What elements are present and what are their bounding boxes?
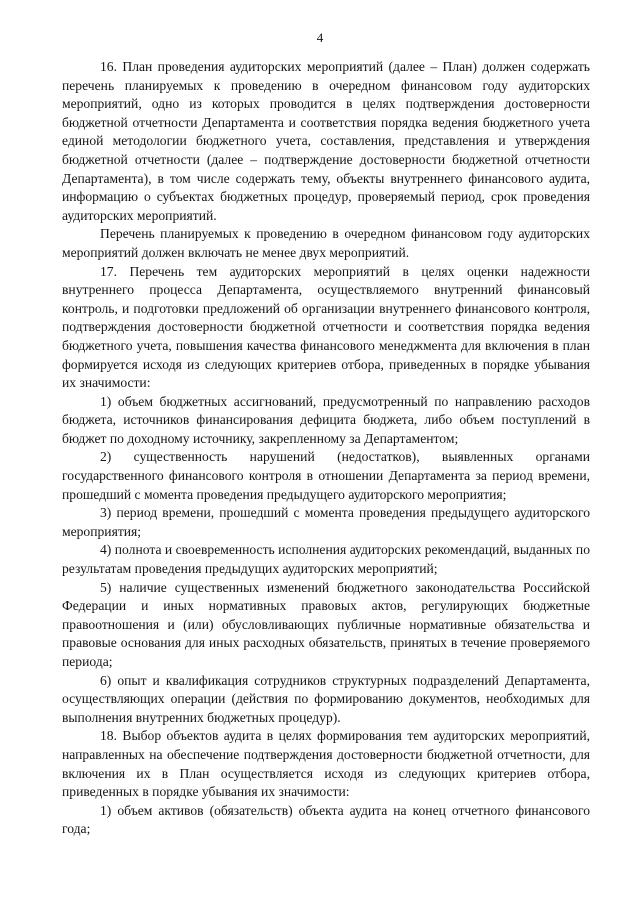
criterion-17-3: 3) период времени, прошедший с момента проведения предыдущего аудиторского мероприятия;: [62, 505, 590, 539]
criterion-17-4: 4) полнота и своевременность исполнения аудиторских рекомендаций, выданных по результатам проведения предыдущих аудиторских мероприятий;: [62, 542, 590, 577]
criterion-17-5: 5) наличие существенных изменений бюджетного законодательства Российской Федерации и иных нормативных правовых актов, регулирующих бюджетные правоотношения и (или) обусловливающих публичные нормативные обязательства и правовые основания для иных расходных обязательств, принятых в течение проверяемого периода;: [62, 579, 590, 669]
criterion-17-2: 2) существенность нарушений (недостатков), выявленных органами государственного финансового контроля в отношении Департамента за период времени, прошедший с момента проведения предыдущего аудиторского мероприятия;: [62, 449, 590, 502]
document-body: [62, 58, 590, 839]
paragraph-18-object-selection: 18. Выбор объектов аудита в целях формирования тем аудиторских мероприятий, направленных на обеспечение подтверждения достоверности бюджетной отчетности, для включения их в План осуществляется исходя из следующих критериев отбора, приведенных в порядке убывания их значимости:: [62, 728, 590, 800]
paragraph-minimum-events: Перечень планируемых к проведению в очередном финансовом году аудиторских мероприятий должен включать не менее двух мероприятий.: [62, 226, 590, 260]
page-number: 4: [316, 30, 324, 45]
criterion-18-1: 1) объем активов (обязательств) объекта аудита на конец отчетного финансового года;: [62, 802, 590, 837]
criterion-17-6: 6) опыт и квалификация сотрудников структурных подразделений Департамента, осуществляющих операции (действия по формированию документов, необходимых для выполнения внутренних бюджетных процедур).: [62, 672, 590, 725]
paragraph-16-plan-contents: 16. План проведения аудиторских мероприятий (далее – План) должен содержать перечень планируемых к проведению в очередном финансовом году аудиторских мероприятий, одно из которых проводится в целях подтверждения достоверности бюджетной отчетности Департамента и соответствия порядка ведения бюджетного учета единой методологии бюджетного учета, составления, представления и утверждения бюджетной отчетности (далее – подтверждение достоверности бюджетной отчетности Департамента), в том числе содержать тему, объекты внутреннего финансового аудита, информацию о субъектах бюджетных процедур, проверяемый период, срок проведения аудиторских мероприятий.: [62, 59, 590, 223]
paragraph-17-topic-criteria: 17. Перечень тем аудиторских мероприятий в целях оценки надежности внутреннего процесса Департамента, осуществляемого внутренний финансовый контроль, и подготовки предложений об организации внутреннего финансового контроля, подтверждения достоверности бюджетной отчетности и соответствия порядка ведения бюджетного учета, повышения качества финансового менеджмента для включения в план формируется исходя из следующих критериев отбора, приведенных в порядке убывания их значимости:: [62, 263, 590, 391]
criterion-17-1: 1) объем бюджетных ассигнований, предусмотренный по направлению расходов бюджета, источников финансирования дефицита бюджета, либо объем поступлений в бюджет по доходному источнику, закрепленному за Департаментом;: [62, 393, 590, 446]
